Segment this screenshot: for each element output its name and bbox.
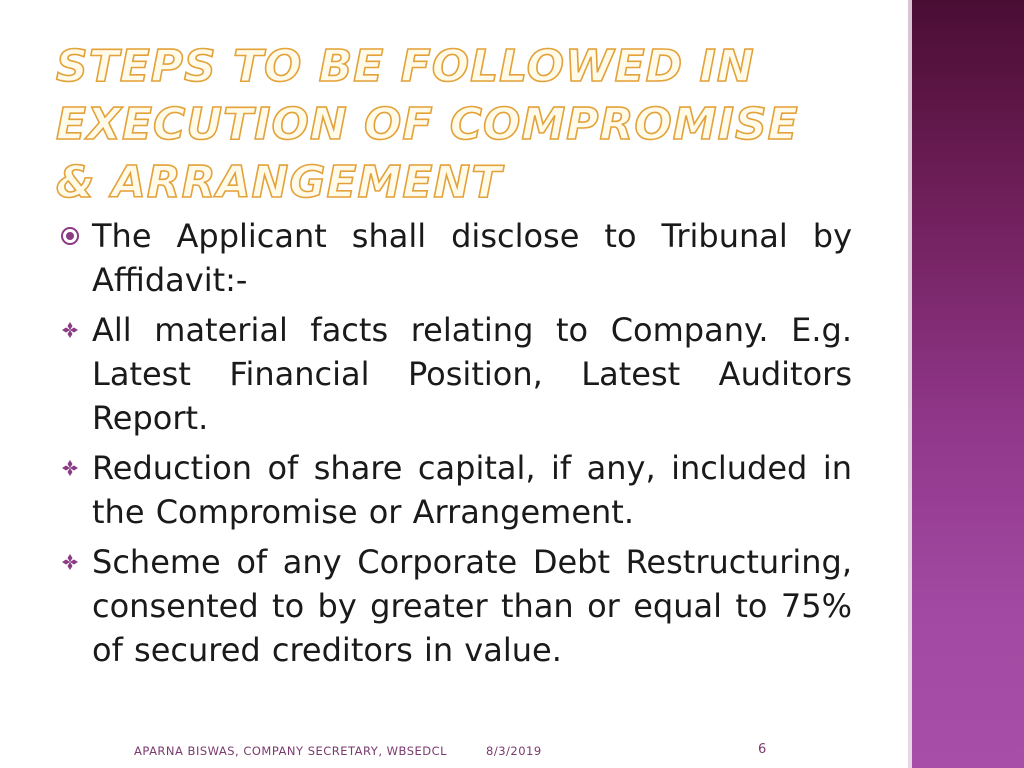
page-number: 6: [758, 742, 767, 757]
side-accent-band: [912, 0, 1024, 768]
four-diamond-icon: [58, 318, 82, 342]
four-diamond-icon: [58, 456, 82, 480]
footer-date: 8/3/2019: [486, 744, 542, 758]
footer-author: APARNA BISWAS, COMPANY SECRETARY, WBSEDCL: [134, 744, 448, 758]
list-item: [58, 446, 852, 534]
list-item: [58, 540, 852, 672]
circled-dot-icon: [58, 224, 82, 248]
list-item-text: The Applicant shall disclose to Tribunal by Affidavit:-: [92, 217, 852, 299]
bullet-list: [58, 214, 852, 678]
list-item-text: Scheme of any Corporate Debt Restructuring, consented to by greater than or equal to 75% of secured creditors in value.: [92, 543, 852, 669]
list-item-text: All material facts relating to Company. E.g. Latest Financial Position, Latest Auditors Report.: [92, 311, 852, 437]
slide-title: STEPS TO BE FOLLOWED IN EXECUTION OF COMPROMISE & ARRANGEMENT: [56, 41, 799, 208]
list-item: [58, 214, 852, 302]
four-diamond-icon: [58, 550, 82, 574]
list-item: [58, 308, 852, 440]
list-item-text: Reduction of share capital, if any, included in the Compromise or Arrangement.: [92, 449, 852, 531]
